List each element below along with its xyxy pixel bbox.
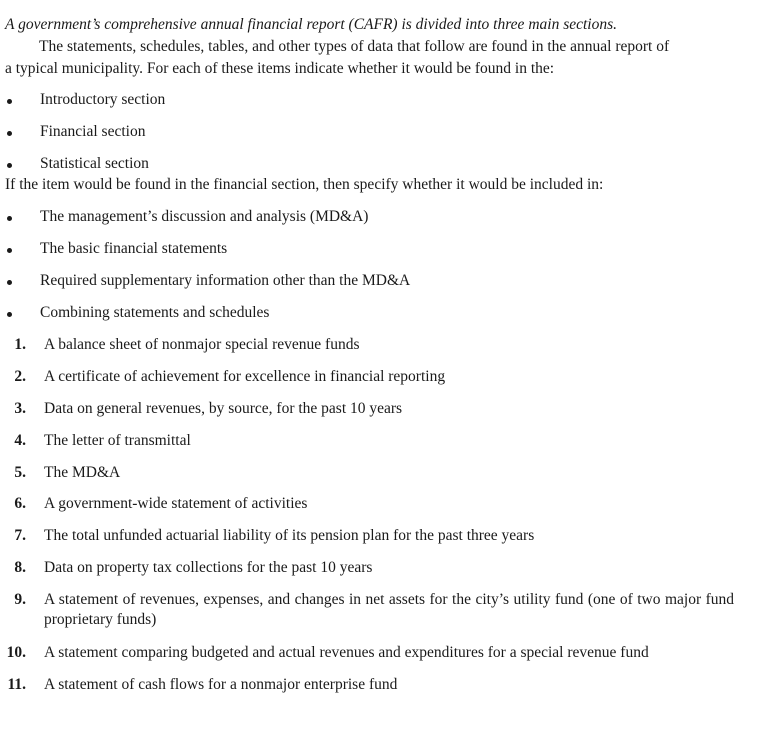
bullet-dot	[7, 280, 12, 285]
item-number: 3.	[14, 400, 26, 417]
list-item: Data on property tax collections for the past 10 years	[44, 559, 373, 576]
item-number: 6.	[14, 495, 26, 512]
financial-part-basic-statements: The basic financial statements	[40, 240, 228, 257]
item-number: 2.	[14, 368, 26, 385]
financial-part-rsi: Required supplementary information other than the MD&A	[40, 272, 411, 289]
bullet-dot	[7, 163, 12, 168]
item-number: 8.	[14, 559, 26, 576]
bullet-dot	[7, 216, 12, 221]
item-number: 1.	[14, 336, 26, 353]
intro-paragraph-line-2: a typical municipality. For each of these items indicate whether it would be found in the:	[5, 60, 555, 77]
section-item-financial: Financial section	[40, 123, 146, 140]
financial-part-mdna: The management’s discussion and analysis (MD&A)	[40, 208, 369, 225]
list-item: The MD&A	[44, 464, 121, 481]
section-item-statistical: Statistical section	[40, 155, 149, 172]
list-item: The letter of transmittal	[44, 432, 191, 449]
bullet-dot	[7, 131, 12, 136]
item-number: 5.	[14, 464, 26, 481]
item-number: 11.	[7, 676, 26, 693]
list-item: A statement of revenues, expenses, and changes in net assets for the city’s utility fund (one of two major fund proprietary funds)	[44, 591, 734, 628]
bullet-dot	[7, 99, 12, 104]
section-item-introductory: Introductory section	[40, 91, 166, 108]
bullet-dot	[7, 312, 12, 317]
list-item: A government-wide statement of activities	[44, 495, 308, 512]
list-item: A statement of cash flows for a nonmajor enterprise fund	[44, 676, 398, 693]
intro-title: A government’s comprehensive annual financial report (CAFR) is divided into three main sections.	[5, 16, 618, 33]
list-item: Data on general revenues, by source, for the past 10 years	[44, 400, 403, 417]
item-number: 9.	[14, 591, 26, 608]
list-item: The total unfunded actuarial liability of its pension plan for the past three years	[44, 527, 535, 544]
list-item: A certificate of achievement for excellence in financial reporting	[44, 368, 446, 385]
list-item: A balance sheet of nonmajor special revenue funds	[44, 336, 360, 353]
financial-prompt: If the item would be found in the financial section, then specify whether it would be included in:	[5, 176, 604, 193]
item-number: 7.	[14, 527, 26, 544]
financial-part-combining: Combining statements and schedules	[40, 304, 270, 321]
item-number: 10.	[6, 644, 26, 661]
intro-paragraph-line-1: The statements, schedules, tables, and other types of data that follow are found in the annual report of	[39, 38, 670, 55]
bullet-dot	[7, 248, 12, 253]
list-item: A statement comparing budgeted and actual revenues and expenditures for a special revenue fund	[44, 644, 649, 661]
item-number: 4.	[14, 432, 26, 449]
